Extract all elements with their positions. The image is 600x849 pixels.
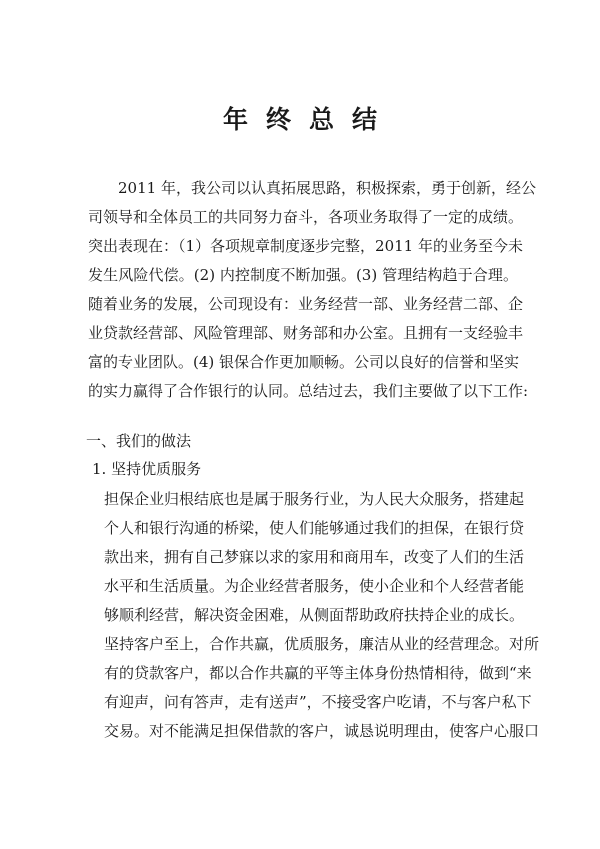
intro-line: 随着业务的发展，公司现设有：业务经营一部、业务经营二部、企	[88, 295, 524, 313]
intro-line: 业贷款经营部、风险管理部、财务部和办公室。且拥有一支经验丰	[88, 324, 524, 342]
body-paragraph	[104, 485, 540, 746]
intro-paragraph	[88, 174, 536, 406]
body-line: 够顺利经营，解决资金困难，从侧面帮助政府扶持企业的成长。	[104, 606, 525, 624]
body-line: 担保企业归根结底也是属于服务行业，为人民大众服务，搭建起	[104, 490, 525, 508]
body-line: 水平和生活质量。为企业经营者服务，使小企业和个人经营者能	[104, 577, 525, 595]
body-line: 有的贷款客户，都以合作共赢的平等主体身份热情相待，做到“来	[104, 664, 532, 682]
body-line: 个人和银行沟通的桥梁，使人们能够通过我们的担保，在银行贷	[104, 519, 525, 537]
body-line: 坚持客户至上，合作共赢，优质服务，廉洁从业的经营理念。对所	[104, 635, 540, 653]
section-heading: 一、我们的做法	[86, 432, 192, 450]
body-line: 款出来，拥有自己梦寐以求的家用和商用车，改变了人们的生活	[104, 548, 525, 566]
intro-line: 司领导和全体员工的共同努力奋斗，各项业务取得了一定的成绩。	[88, 208, 524, 226]
body-line: 交易。对不能满足担保借款的客户，诚恳说明理由，使客户心服口	[104, 722, 540, 740]
intro-line: 突出表现在：（1）各项规章制度逐步完整，2011 年的业务至今未	[88, 237, 523, 255]
intro-line: 的实力赢得了合作银行的认同。总结过去，我们主要做了以下工作:	[88, 382, 529, 400]
intro-line: 2011 年，我公司以认真拓展思路，积极探索，勇于创新，经公	[118, 179, 536, 197]
intro-line: 富的专业团队。(4) 银保合作更加顺畅。公司以良好的信誉和坚实	[88, 353, 520, 371]
subsection-heading: 1. 坚持优质服务	[92, 460, 202, 478]
intro-line: 发生风险代偿。(2) 内控制度不断加强。(3) 管理结构趋于合理。	[88, 266, 518, 284]
document-title: 年终总结	[222, 105, 395, 134]
body-line: 有迎声，问有答声，走有送声”，不接受客户吃请，不与客户私下	[104, 693, 532, 711]
